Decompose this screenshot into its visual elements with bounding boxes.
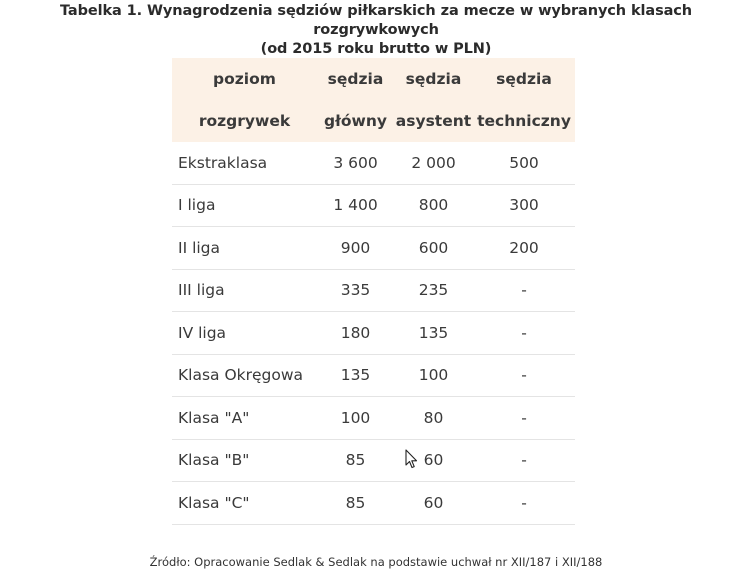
- salary-table: [172, 58, 575, 525]
- table-row: [172, 269, 575, 312]
- cell-level: Ekstraklasa: [172, 142, 317, 184]
- cell-technical-referee: 300: [473, 184, 575, 227]
- table-row: [172, 439, 575, 482]
- cell-level: Klasa "B": [172, 439, 317, 482]
- table-row: [172, 142, 575, 184]
- header-technical-line1: sędzia: [496, 70, 552, 88]
- header-row: [172, 58, 575, 142]
- source-note: Źródło: Opracowanie Sedlak & Sedlak na podstawie uchwał nr XII/187 i XII/188: [149, 555, 603, 569]
- table-header: [172, 58, 575, 142]
- header-main-line2: główny: [324, 112, 387, 130]
- cell-assistant-referee: 100: [394, 354, 473, 397]
- cell-level: III liga: [172, 269, 317, 312]
- header-level-line2: rozgrywek: [198, 112, 291, 130]
- cell-technical-referee: 200: [473, 227, 575, 270]
- table-row: [172, 482, 575, 525]
- cell-technical-referee: -: [473, 312, 575, 355]
- cell-technical-referee: 500: [473, 142, 575, 184]
- table-title-line1: Tabelka 1. Wynagrodzenia sędziów piłkarskich za mecze w wybranych klasach rozgrywkowych: [59, 3, 693, 38]
- table-row: [172, 227, 575, 270]
- table-title-line2: (od 2015 roku brutto w PLN): [260, 41, 492, 57]
- cell-assistant-referee: 2 000: [394, 142, 473, 184]
- cell-assistant-referee: 60: [394, 482, 473, 525]
- cell-main-referee: 85: [317, 439, 394, 482]
- cell-main-referee: 100: [317, 397, 394, 440]
- salary-table-container: [172, 58, 575, 525]
- cell-technical-referee: -: [473, 354, 575, 397]
- cell-assistant-referee: 235: [394, 269, 473, 312]
- cell-assistant-referee: 800: [394, 184, 473, 227]
- table-row: [172, 397, 575, 440]
- cell-main-referee: 335: [317, 269, 394, 312]
- table-row: [172, 312, 575, 355]
- cell-technical-referee: -: [473, 482, 575, 525]
- cell-main-referee: 135: [317, 354, 394, 397]
- header-main-line1: sędzia: [327, 70, 384, 88]
- cell-assistant-referee: 80: [394, 397, 473, 440]
- cell-level: I liga: [172, 184, 317, 227]
- table-title: [0, 2, 752, 59]
- cell-technical-referee: -: [473, 269, 575, 312]
- table-row: [172, 354, 575, 397]
- cell-main-referee: 3 600: [317, 142, 394, 184]
- cell-level: Klasa Okręgowa: [172, 354, 317, 397]
- cell-technical-referee: -: [473, 439, 575, 482]
- cell-level: Klasa "C": [172, 482, 317, 525]
- cell-level: II liga: [172, 227, 317, 270]
- cell-assistant-referee: 135: [394, 312, 473, 355]
- header-assistant-line2: asystent: [395, 112, 472, 130]
- table-row: [172, 184, 575, 227]
- cell-level: IV liga: [172, 312, 317, 355]
- cell-assistant-referee: 600: [394, 227, 473, 270]
- cell-level: Klasa "A": [172, 397, 317, 440]
- cell-main-referee: 85: [317, 482, 394, 525]
- header-cell-level: [172, 58, 317, 142]
- mouse-pointer-icon: [405, 449, 419, 469]
- header-technical-line2: techniczny: [477, 112, 571, 130]
- cell-main-referee: 900: [317, 227, 394, 270]
- cell-main-referee: 180: [317, 312, 394, 355]
- header-cell-technical-referee: [473, 58, 575, 142]
- header-assistant-line1: sędzia: [405, 70, 462, 88]
- table-body: [172, 142, 575, 524]
- header-cell-main-referee: [317, 58, 394, 142]
- header-cell-assistant-referee: [394, 58, 473, 142]
- cell-main-referee: 1 400: [317, 184, 394, 227]
- cell-assistant-referee: 60: [394, 439, 473, 482]
- cell-technical-referee: -: [473, 397, 575, 440]
- header-level-line1: poziom: [213, 70, 276, 88]
